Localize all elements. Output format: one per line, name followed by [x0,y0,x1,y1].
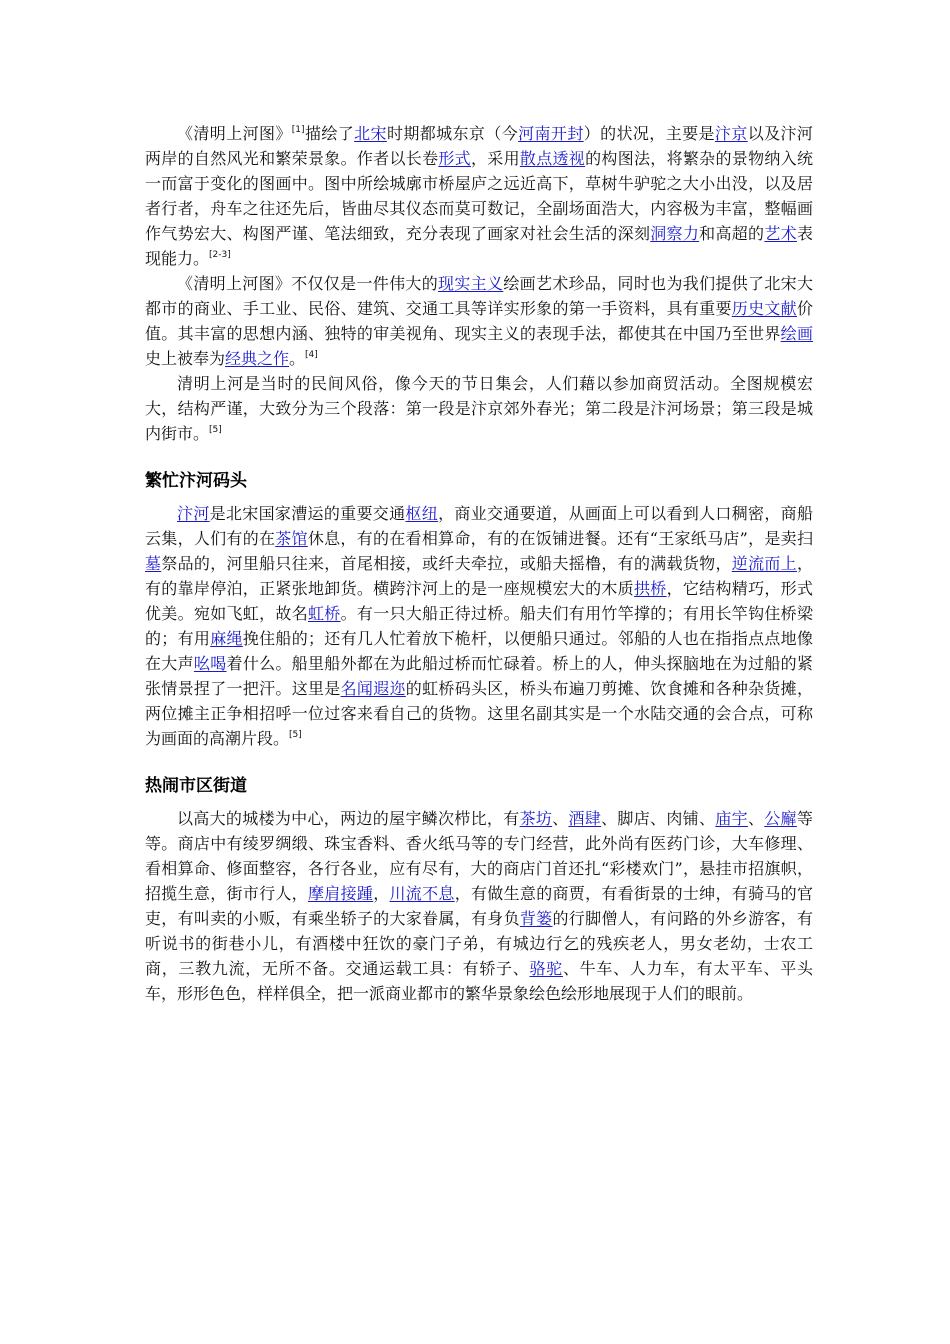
section-heading-busy-bian-river-dock: 繁忙汴河码头 [145,471,247,491]
wiki-link[interactable]: 枢纽 [405,504,439,523]
text-run: 以高大的城楼为中心，两边的屋宇鳞次栉比，有 [177,809,520,828]
wiki-link[interactable]: 北宋 [354,124,387,143]
article-body [145,121,813,1006]
text-run: 《清明上河图》不仅仅是一件伟大的 [177,274,439,293]
text-run: ，有的靠岸停泊，正紧张地卸货。横跨汴河上的是一座规模宏大的木质 [145,554,813,598]
wiki-link[interactable]: 茶坊 [519,809,553,828]
text-run: ， [373,884,390,903]
wiki-link[interactable]: 拱桥 [633,579,667,598]
intro-paragraph-1 [145,121,813,271]
text-run: 着什么。船里船外都在为此船过桥而忙碌着。桥上的人，伸头探脑地在为过船的紧张情景捏了一把汗。这里是 [145,654,813,698]
wiki-link[interactable]: 逆流而上 [731,554,797,573]
citation-ref[interactable]: [5] [289,730,302,740]
intro-paragraph-2 [145,271,813,371]
text-run: ，采用 [470,149,520,168]
dock-section [145,501,813,751]
wiki-link[interactable]: 洞察力 [650,224,700,243]
wiki-link[interactable]: 现实主义 [438,274,504,293]
intro-paragraph-3 [145,371,813,446]
text-run: 挽住船的；还有几人忙着放下桅杆，以便船只通过。邻船的人也在指指点点地像在大声 [145,629,813,673]
wiki-link[interactable]: 茶馆 [275,529,308,548]
wiki-link[interactable]: 艺术 [764,224,797,243]
intro-section [145,121,813,446]
wiki-link[interactable]: 麻绳 [210,629,243,648]
text-run: ，有做生意的商贾，有看街景的士绅，有骑马的官吏，有叫卖的小贩，有乘坐轿子的大家眷属，有身负 [145,884,813,928]
text-run: 时期都城东京（今 [386,124,519,143]
text-run: ，它结构精巧，形式优美。宛如飞虹，故名 [145,579,813,623]
text-run: 的虹桥码头区，桥头布遍刀剪摊、饮食摊和各种杂货摊，两位摊主正争相招呼一位过客来看自己的货物。这里名副其实是一个水陆交通的会合点，可称为画面的高潮片段。 [145,679,813,748]
wiki-link[interactable]: 墓 [145,554,162,573]
wiki-link[interactable]: 形式 [438,149,471,168]
citation-ref[interactable]: [4] [305,350,318,360]
text-run: 、牛车、人力车，有太平车、平头车，形形色色，样样俱全，把一派商业都市的繁华景象绘色绘形地展现于人们的眼前。 [145,959,813,1003]
text-run: 史上被奉为 [145,349,226,368]
wiki-link[interactable]: 摩肩接踵 [307,884,374,903]
wiki-link[interactable]: 骆驼 [529,959,563,978]
text-run: 清明上河是当时的民间风俗，像今天的节日集会，人们藉以参加商贸活动。全图规模宏大，结构严谨，大致分为三个段落：第一段是汴京郊外春光；第二段是汴河场景；第三段是城内街市。 [145,374,813,443]
text-run: ）的状况，主要是 [583,124,715,143]
wiki-link[interactable]: 背篓 [519,909,553,928]
citation-ref[interactable]: [1] [291,125,305,135]
wiki-link[interactable]: 名闻遐迩 [340,679,406,698]
text-run: 。 [289,349,306,368]
wiki-link[interactable]: 河南开封 [518,124,584,143]
wiki-link[interactable]: 庙宇 [715,809,748,828]
section-heading-bustling-city-streets: 热闹市区街道 [145,776,247,796]
citation-ref[interactable]: [5] [209,425,222,435]
wiki-link[interactable]: 汴京 [714,124,748,143]
text-run: 祭品的，河里船只往来，首尾相接，或纤夫牵拉，或船夫摇橹，有的满载货物， [161,554,732,573]
text-run: 和高超的 [699,224,765,243]
text-run: 的构图法，将繁杂的景物纳入统一而富于变化的图画中。图中所绘城廓市桥屋庐之远近高下，草树牛驴驼之大小出没，以及居者行者，舟车之往还先后，皆曲尽其仪态而莫可数记，全副场面浩大，内容极为丰富，整幅画作气势宏大、构图严谨、笔法细致，充分表现了画家对社会生活的深刻 [145,149,813,243]
text-run: 休息，有的在看相算命，有的在饭铺进餐。还有“王家纸马店”，是卖扫 [307,529,813,548]
wiki-link[interactable]: 历史文献 [731,299,797,318]
text-run: 价值。其丰富的思想内涵、独特的审美视角、现实主义的表现手法，都使其在中国乃至世界 [145,299,813,343]
text-run: ，商业交通要道，从画面上可以看到人口稠密，商船云集，人们有的在 [145,504,813,548]
wiki-link[interactable]: 吆喝 [193,654,227,673]
text-run: 的行脚僧人，有问路的外乡游客，有听说书的街巷小儿，有酒楼中狂饮的豪门子弟，有城边行乞的残疾老人，男女老幼，士农工商，三教九流，无所不备。交通运载工具：有轿子、 [145,909,813,978]
street-section [145,806,813,1006]
text-run: 描绘了 [304,124,355,143]
street-paragraph [145,806,813,1006]
text-run: 、脚店、肉铺、 [601,809,716,828]
wiki-link[interactable]: 绘画 [780,324,813,343]
text-run: 《清明上河图》 [177,124,292,143]
text-run: 。有一只大船正待过桥。船夫们有用竹竿撑的；有用长竿钩住桥梁的；有用 [145,604,813,648]
wiki-link[interactable]: 川流不息 [389,884,455,903]
text-run: 以及汴河两岸的自然风光和繁荣景象。作者以长卷 [145,124,813,168]
text-run: 等等。商店中有绫罗绸缎、珠宝香料、香火纸马等的专门经营，此外尚有医药门诊，大车修理、看相算命、修面整容，各行各业，应有尽有，大的商店门首还扎“彩楼欢门”，悬挂市招旗帜，招揽生意，街市行人， [145,809,813,903]
wiki-link[interactable]: 散点透视 [519,149,586,168]
citation-ref[interactable]: [2-3] [209,250,231,260]
wiki-link[interactable]: 经典之作 [225,349,290,368]
wiki-link[interactable]: 汴河 [177,504,210,523]
text-run: 、 [552,809,569,828]
text-run: 表现能力。 [145,224,813,268]
text-run: 、 [747,809,765,828]
wiki-link[interactable]: 公廨 [764,809,797,828]
wiki-link[interactable]: 酒肆 [568,809,602,828]
text-run: 绘画艺术珍品，同时也为我们提供了北宋大都市的商业、手工业、民俗、建筑、交通工具等详实形象的第一手资料，具有重要 [145,274,813,318]
text-run: 是北宋国家漕运的重要交通 [209,504,406,523]
dock-paragraph [145,501,813,751]
wiki-link[interactable]: 虹桥 [308,604,341,623]
